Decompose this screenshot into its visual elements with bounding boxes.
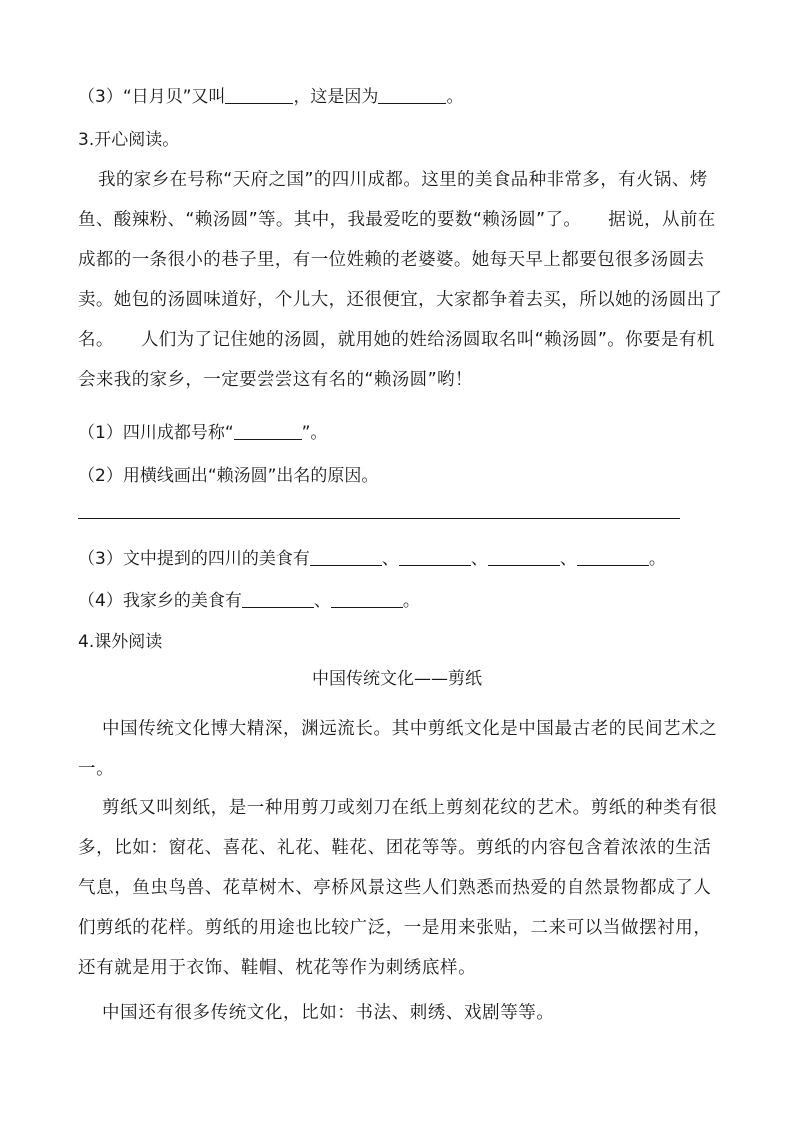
question-line bbox=[78, 547, 666, 571]
question-text: （3）“日月贝”又叫 bbox=[78, 87, 226, 107]
article-paragraph: 中国传统文化博大精深，渊远流长。其中剪纸文化是中国最古老的民间艺术之一。 bbox=[78, 719, 718, 779]
question-text: ，这是因为 bbox=[293, 87, 379, 107]
question-text: （3）文中提到的四川的美食有 bbox=[78, 549, 310, 569]
answer-blank[interactable] bbox=[378, 86, 446, 104]
section-heading: 4.课外阅读 bbox=[78, 632, 163, 652]
separator: 、 bbox=[313, 591, 331, 611]
answer-blank[interactable] bbox=[242, 590, 314, 608]
answer-blank[interactable] bbox=[225, 86, 293, 104]
separator: 、 bbox=[559, 549, 577, 569]
section-heading: 3.开心阅读。 bbox=[78, 130, 180, 150]
separator: 。 bbox=[402, 591, 420, 611]
answer-blank[interactable] bbox=[577, 548, 649, 566]
question-text: 。 bbox=[446, 87, 464, 107]
question-line: （2）用横线画出“赖汤圆”出名的原因。 bbox=[78, 466, 379, 486]
question-line bbox=[78, 589, 420, 613]
answer-blank[interactable] bbox=[399, 548, 471, 566]
answer-blank[interactable] bbox=[331, 590, 403, 608]
article-paragraph: 中国还有很多传统文化，比如：书法、刺绣、戏剧等等。 bbox=[102, 1003, 555, 1023]
article-paragraph: 剪纸又叫刻纸，是一种用剪刀或刻刀在纸上剪刻花纹的艺术。剪纸的种类有很多，比如：窗花、喜花、礼花、鞋花、团花等等。剪纸的内容包含着浓浓的生活气息，鱼虫鸟兽、花草树木、亭桥风景这些人们熟悉而热爱的自然景物都成了人们剪纸的花样。剪纸的用途也比较广泛，一是用来张贴，二来可以当做摆衬用，还有就是用于衣饰、鞋帽、枕花等作为刺绣底样。 bbox=[78, 798, 718, 978]
question-line bbox=[78, 421, 327, 445]
separator: 。 bbox=[648, 549, 666, 569]
question-text: （1）四川成都号称“ bbox=[78, 423, 234, 443]
separator: 、 bbox=[470, 549, 488, 569]
question-text: ”。 bbox=[301, 423, 328, 443]
article-title: 中国传统文化——剪纸 bbox=[312, 669, 482, 689]
reading-passage: 我的家乡在号称“天府之国”的四川成都。这里的美食品种非常多，有火锅、烤鱼、酸辣粉、“赖汤圆”等。其中，我最爱吃的要数“赖汤圆”了。 据说，从前在成都的一条很小的巷子里，有一位姓赖的老婆婆。她每天早上都要包很多汤圆去卖。她包的汤圆味道好，个儿大，还很便宜，大家都争着去买，所以她的汤圆出了名。 人们为了记住她的汤圆，就用她的姓给汤圆取名叫“赖汤圆”。你要是有机会来我的家乡，一定要尝尝这有名的“赖汤圆”哟！ bbox=[78, 170, 723, 390]
separator: 、 bbox=[381, 549, 399, 569]
answer-line[interactable] bbox=[78, 518, 680, 519]
question-text: （4）我家乡的美食有 bbox=[78, 591, 242, 611]
answer-blank[interactable] bbox=[488, 548, 560, 566]
answer-blank[interactable] bbox=[310, 548, 382, 566]
answer-blank[interactable] bbox=[234, 422, 302, 440]
question-line-rimubei bbox=[78, 85, 463, 109]
